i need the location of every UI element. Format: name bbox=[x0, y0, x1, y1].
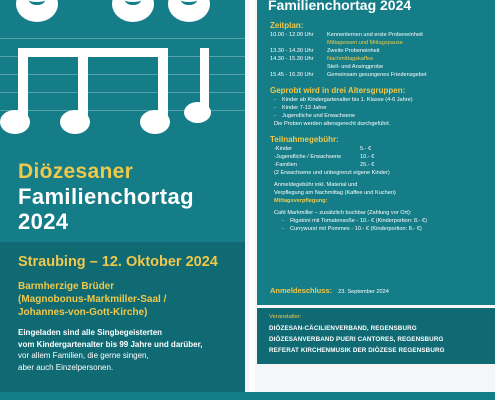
group-label: Jugendliche und Erwachsene bbox=[282, 113, 356, 119]
fee-name-text: Jugendliche / Erwachsene bbox=[275, 154, 342, 160]
lunch-item-text: Currywurst mit Pommes - 10.- € (Kinderportion: 8.- €) bbox=[290, 226, 422, 232]
organizer-line: REFERAT KIRCHENMUSIK DER DIÖZESE REGENSBURG bbox=[269, 347, 445, 354]
schedule-row bbox=[270, 55, 492, 63]
bullet-icon: - bbox=[274, 105, 276, 111]
fee-heading: Teilnahmegebühr: bbox=[270, 135, 339, 144]
fee-price: 5.- € bbox=[360, 146, 372, 152]
invitation-text bbox=[18, 327, 245, 373]
bottom-strip bbox=[0, 392, 495, 400]
bullet-icon: - bbox=[282, 226, 284, 232]
invite-line: aber auch Einzelpersonen. bbox=[18, 362, 114, 372]
fee-price: 10.- € bbox=[360, 154, 375, 160]
schedule-activity: Gemeinsam gesungenes Friedensgebet bbox=[327, 72, 427, 78]
lunch-item bbox=[270, 225, 492, 233]
venue-line: (Magnobonus-Markmiller-Saal / bbox=[18, 294, 167, 305]
lunch-heading: Mittagsverpflegung: bbox=[274, 198, 328, 204]
bullet-icon: - bbox=[274, 146, 276, 152]
venue-line: Johannes-von-Gott-Kirche) bbox=[18, 307, 148, 318]
right-header: Familienchortag 2024 bbox=[268, 0, 412, 13]
lunch-item-text: Rigatoni mit Tomatensoße - 10.- € (Kinderportion: 8.- €) bbox=[290, 218, 428, 224]
schedule-row bbox=[270, 71, 492, 79]
fee-price: 25.- € bbox=[360, 162, 375, 168]
fee-note: Anmeldegebühr inkl. Material und bbox=[274, 182, 358, 188]
invite-line: vor allem Familien, die gerne singen, bbox=[18, 351, 149, 360]
fee-row bbox=[270, 145, 492, 153]
schedule-row bbox=[270, 63, 492, 71]
event-info-block bbox=[0, 242, 245, 392]
lunch-item bbox=[270, 217, 492, 225]
organizers-label: Veranstalter: bbox=[269, 314, 302, 320]
schedule-time: 15.45 - 16.30 Uhr bbox=[270, 72, 314, 78]
column-divider bbox=[249, 0, 255, 392]
schedule-activity: Nachmittagskaffee bbox=[327, 56, 374, 62]
group-item bbox=[270, 96, 492, 104]
bullet-icon: - bbox=[274, 154, 276, 160]
organizer-line: DIÖZESAN-CÄCILIENVERBAND, REGENSBURG bbox=[269, 325, 417, 332]
groups-list bbox=[270, 96, 492, 120]
organizer-line: DIÖZESANVERBAND PUERI CANTORES, REGENSBURG bbox=[269, 336, 444, 343]
event-venue bbox=[18, 280, 243, 319]
group-item bbox=[270, 104, 492, 112]
invite-line: Eingeladen sind alle Singbegeisterten bbox=[18, 328, 163, 337]
schedule-row bbox=[270, 39, 492, 47]
fee-name bbox=[274, 145, 360, 153]
schedule-activity: Mittagessen und Mittagspause bbox=[327, 40, 403, 46]
fee-note: Verpflegung am Nachmittag (Kaffee und Kuchen) bbox=[274, 190, 396, 196]
event-year: 2024 bbox=[18, 209, 69, 234]
deadline-value: 23. September 2024 bbox=[338, 289, 389, 295]
venue-line: Barmherzige Brüder bbox=[18, 281, 115, 292]
groups-note: Die Proben werden altersgerecht durchgeführt. bbox=[274, 121, 391, 127]
fee-row bbox=[270, 161, 492, 169]
event-title: Familienchortag bbox=[18, 184, 194, 209]
program-details bbox=[270, 20, 492, 233]
fee-row bbox=[270, 153, 492, 161]
fee-list bbox=[270, 145, 492, 169]
schedule-heading: Zeitplan: bbox=[270, 21, 304, 30]
bullet-icon: - bbox=[274, 113, 276, 119]
schedule-row bbox=[270, 31, 492, 39]
schedule-time bbox=[270, 63, 327, 71]
invite-line: vom Kindergartenalter bis 99 Jahre und darüber, bbox=[18, 339, 203, 349]
lunch-list bbox=[270, 217, 492, 233]
schedule-row bbox=[270, 47, 492, 55]
left-panel bbox=[0, 0, 245, 392]
lunch-intro: Café Markmiller – zusätzlich buchbar (Zahlung vor Ort): bbox=[274, 210, 412, 216]
event-overtitle: Diözesaner bbox=[18, 160, 134, 183]
event-date: Straubing – 12. Oktober 2024 bbox=[18, 254, 218, 270]
fee-family-note: (2 Erwachsene und unbegrenzt eigene Kinder) bbox=[274, 170, 390, 176]
schedule-activity: Stell- und Ansingprobe bbox=[327, 64, 384, 70]
organizers-box bbox=[257, 308, 495, 364]
group-label: Kinder ab Kindergartenalter bis 1. Klasse (4-6 Jahre) bbox=[282, 97, 413, 103]
fee-name bbox=[274, 153, 360, 161]
right-panel bbox=[257, 0, 495, 305]
fee-name-text: Kinder bbox=[275, 146, 293, 152]
staff-line bbox=[0, 38, 245, 39]
schedule-activity: Kennenlernen und erste Probeneinheit bbox=[327, 32, 423, 38]
bullet-icon: - bbox=[274, 162, 276, 168]
schedule-time: 14.30 - 15.30 Uhr bbox=[270, 56, 314, 62]
event-title-block bbox=[18, 160, 238, 234]
fee-name-text: Familien bbox=[275, 162, 298, 168]
fee-name bbox=[274, 161, 360, 169]
bullet-icon: - bbox=[282, 218, 284, 224]
groups-heading: Geprobt wird in drei Altersgruppen: bbox=[270, 86, 406, 95]
bullet-icon: - bbox=[274, 97, 276, 103]
group-item bbox=[270, 112, 492, 120]
schedule-activity: Zweite Probeneinheit bbox=[327, 48, 380, 54]
deadline-label: Anmeldeschluss: bbox=[270, 286, 333, 295]
schedule-time: 10.00 - 12.00 Uhr bbox=[270, 32, 314, 38]
schedule-time: 13.30 - 14.30 Uhr bbox=[270, 48, 314, 54]
schedule-list bbox=[270, 31, 492, 79]
group-label: Kinder 7-13 Jahre bbox=[282, 105, 327, 111]
registration-deadline bbox=[270, 286, 389, 295]
schedule-time bbox=[270, 39, 327, 47]
